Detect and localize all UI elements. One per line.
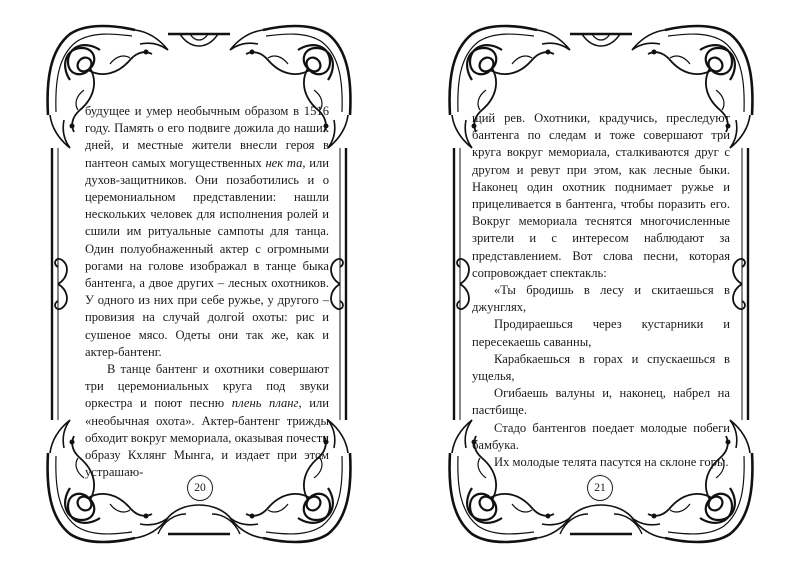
- italic-term: нек та,: [265, 155, 306, 170]
- text-run: Продираешься через кустарники и пересекаешь саванны,: [472, 317, 730, 349]
- right-page-text: [472, 110, 730, 471]
- left-page-text: [85, 103, 329, 481]
- paragraph: [472, 282, 730, 316]
- right-page: [442, 20, 760, 548]
- text-run: «Ты бродишь в лесу и скитаешься в джунглях,: [472, 283, 730, 315]
- text-run: Их молодые телята пасутся на склоне горы.: [494, 455, 729, 470]
- text-run: В танце бантенг и охотники совершают три церемониальных круга под звуки оркестра и поют песню: [85, 362, 329, 411]
- paragraph: [472, 420, 730, 454]
- text-run: будущее и умер необычным образом в 1516 году. Память о его подвиге дожила до наших дней, и местные жители внесли героя в пантеон самых могущественных: [85, 104, 329, 170]
- left-page: [40, 20, 358, 548]
- text-run: Карабкаешься в горах и спускаешься в ущелья,: [472, 351, 730, 384]
- text-run: щий рев. Охотники, крадучись, преследуют бантенга по следам и тоже совершают три круга вокруг мемориала, сталкиваются друг с другом и ревут при этом, как лесные быки. Наконец один охотник поднимает ружье и прицеливается в бантенга, чтобы поразить его. Вокруг мемориала теснятся многочисленные зрители и с интересом наблюдают за представлением. Вот слова песни, которая сопровождает спектакль:: [472, 111, 730, 280]
- page-number: 20: [187, 475, 213, 501]
- paragraph: [472, 385, 730, 419]
- paragraph: [472, 351, 730, 385]
- paragraph: [85, 361, 329, 481]
- text-run: Стадо бантенгов поедает молодые побеги бамбука.: [472, 420, 730, 452]
- page-number: 21: [587, 475, 613, 501]
- text-run: или «необычная охота». Актер-бантенг трижды обходит вокруг мемориала, оказывая почести образу Кхлянг Мынга, и издает при этом устрашаю-: [85, 396, 329, 480]
- paragraph: [85, 103, 329, 361]
- paragraph: [472, 316, 730, 350]
- italic-term: плень планг,: [231, 396, 302, 411]
- text-run: Огибаешь валуны и, наконец, набрел на пастбище.: [472, 386, 730, 418]
- text-run: или духов-защитников. Они позаботились и о церемониальном представлении: нашли нескольких человек для исполнения ролей и сшили им ритуальные сампоты для танца. Один полуобнаженный актер с огромными рогами на голове изображал в танце быка бантенга, а двое других – лесных охотников. У одного из них при себе ружье, у другого – провизия на случай долгой охоты: рис и сушеное мясо. Одеты они так же, как и актер-бантенг.: [85, 155, 329, 359]
- paragraph: [472, 110, 730, 282]
- paragraph: [472, 454, 730, 471]
